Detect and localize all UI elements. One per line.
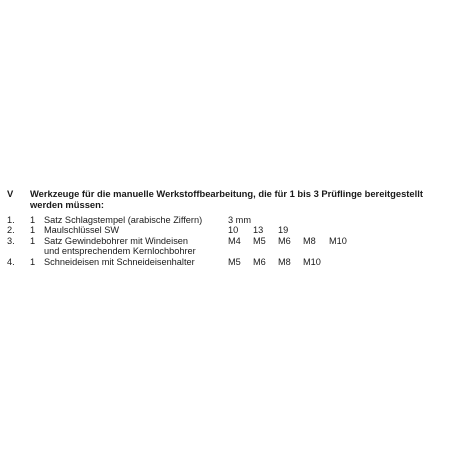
item-description	[44, 257, 229, 267]
item-description-line: und entsprechendem Kernlochbohrer	[44, 246, 196, 257]
item-spec: 3 mm	[228, 215, 251, 225]
item-quantity: 1	[30, 235, 36, 246]
item-description-line: Satz Schlagstempel (arabische Ziffern)	[44, 215, 203, 225]
item-spec: M6	[278, 235, 291, 246]
item-spec: M10	[303, 256, 321, 267]
item-description-line: Schneideisen mit Schneideisenhalter	[44, 256, 195, 267]
item-spec: M8	[278, 256, 291, 267]
section-heading	[7, 188, 453, 210]
item-spec: 13	[253, 225, 264, 236]
list-item	[7, 225, 453, 235]
item-spec: M6	[253, 256, 266, 267]
tool-list	[7, 215, 453, 267]
section-number: V	[7, 188, 14, 199]
item-spec: M8	[303, 235, 316, 246]
list-item	[7, 236, 453, 257]
item-number: 4.	[7, 256, 15, 267]
item-number: 1.	[7, 215, 15, 225]
list-item	[7, 215, 453, 225]
item-spec: M5	[253, 235, 266, 246]
item-quantity: 1	[30, 215, 36, 225]
item-description	[44, 225, 229, 235]
item-description-line: Maulschlüssel SW	[44, 225, 120, 236]
item-description	[44, 236, 229, 257]
item-spec: 10	[228, 225, 239, 236]
item-quantity: 1	[30, 225, 36, 236]
list-item	[7, 257, 453, 267]
item-spec: M10	[329, 235, 347, 246]
tools-section	[7, 188, 453, 267]
item-number: 3.	[7, 235, 15, 246]
item-description	[44, 215, 229, 225]
item-spec: M5	[228, 256, 241, 267]
item-description-line: Satz Gewindebohrer mit Windeisen	[44, 235, 189, 246]
item-spec: M4	[228, 235, 241, 246]
item-spec: 19	[278, 225, 289, 236]
section-title: Werkzeuge für die manuelle Werkstoffbearbeitung, die für 1 bis 3 Prüflinge bereitgestellt werden müssen:	[30, 188, 423, 210]
item-quantity: 1	[30, 256, 36, 267]
item-number: 2.	[7, 225, 15, 236]
